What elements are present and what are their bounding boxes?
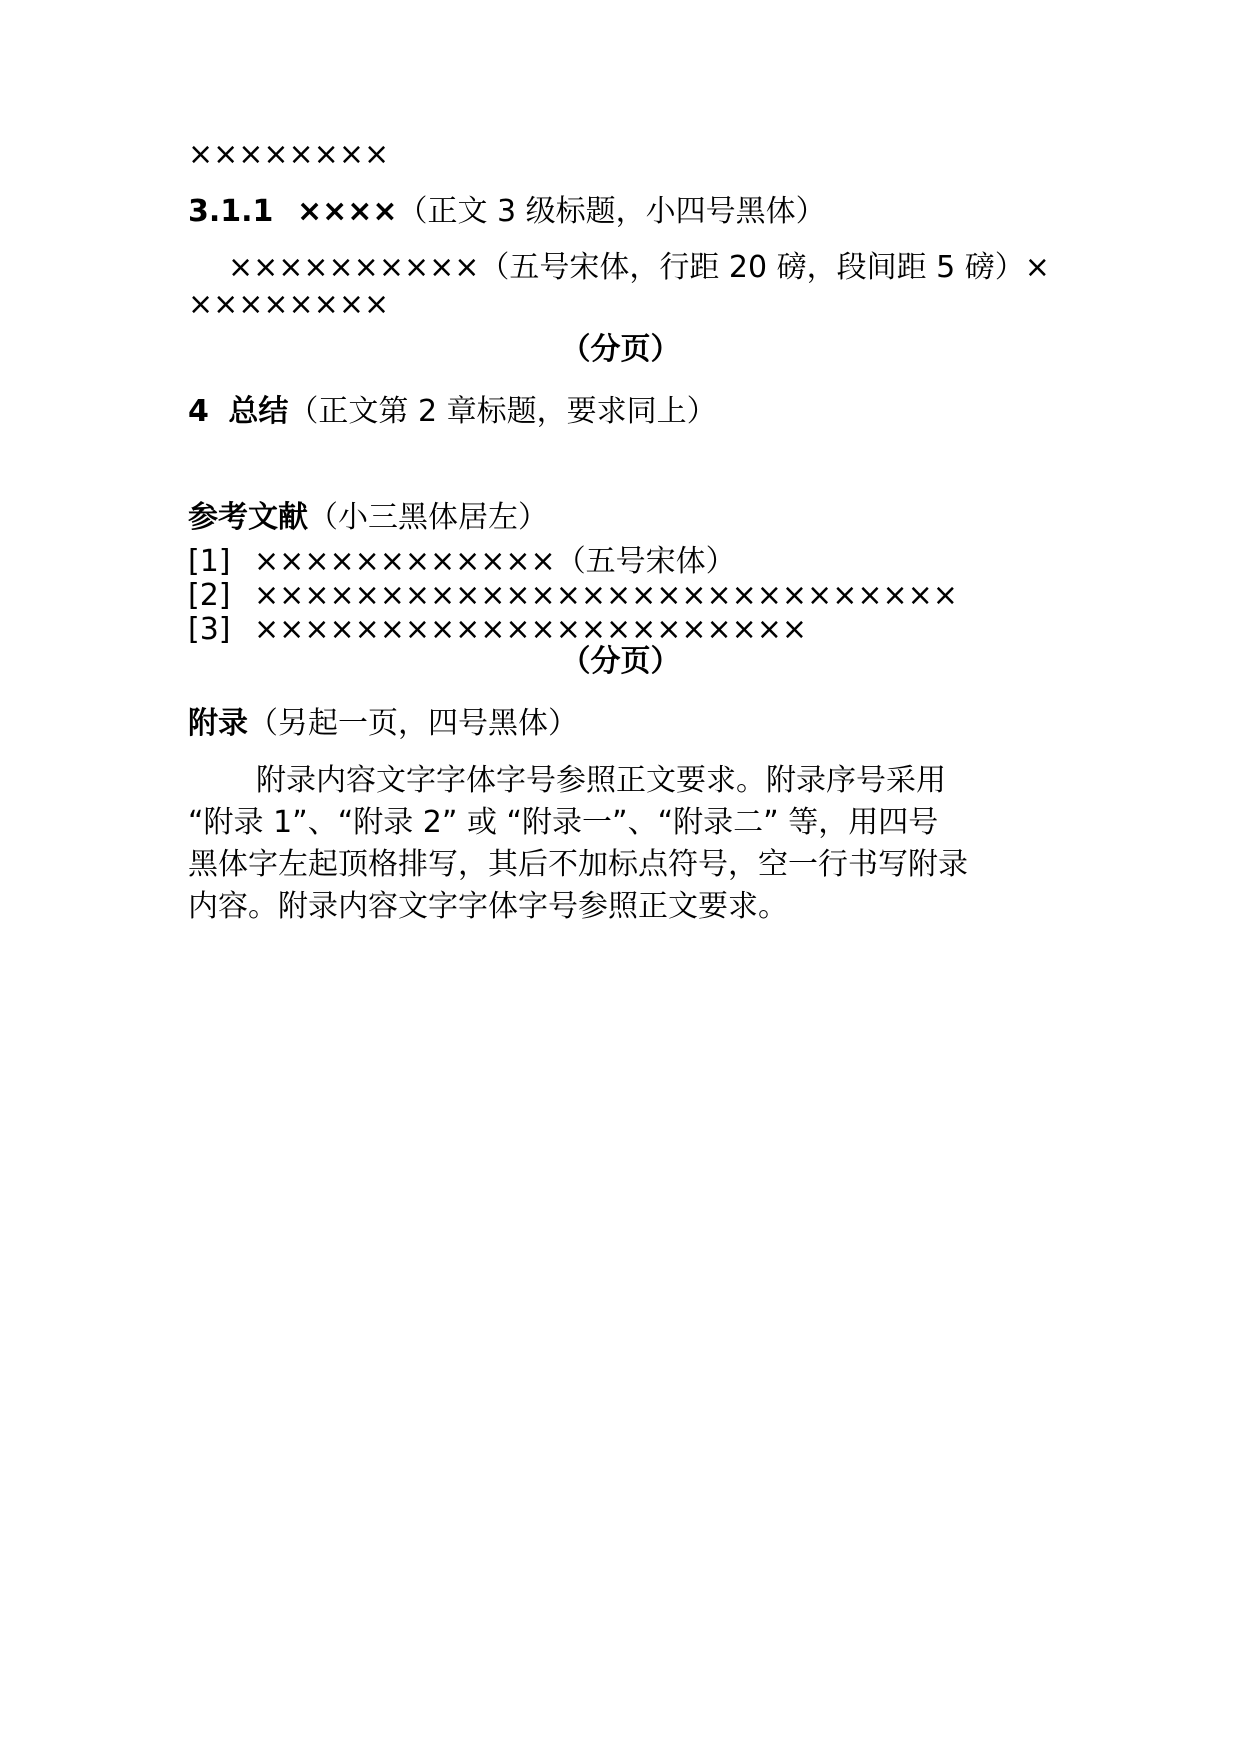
chapter-title: 总结 bbox=[228, 394, 289, 429]
heading-number: 3.1.1 bbox=[188, 194, 274, 229]
body-paragraph-line-1: ××××××××××（五号宋体，行距 20 磅，段间距 5 磅）× bbox=[228, 250, 1050, 285]
appendix-paragraph-line: 内容。附录内容文字字体字号参照正文要求。 bbox=[188, 889, 788, 924]
chapter-4-heading bbox=[188, 392, 717, 432]
page-break-marker: （分页） bbox=[560, 644, 681, 679]
appendix-note: （另起一页，四号黑体） bbox=[248, 706, 578, 741]
appendix-paragraph bbox=[188, 760, 1058, 928]
reference-index: [1] bbox=[188, 544, 231, 579]
references-heading bbox=[188, 498, 548, 538]
body-paragraph-line-2: ×××××××× bbox=[188, 287, 390, 322]
placeholder-line: ×××××××× bbox=[188, 137, 390, 172]
chapter-note: （正文第 2 章标题，要求同上） bbox=[288, 394, 717, 429]
heading-3-1-1 bbox=[188, 192, 826, 232]
appendix-heading bbox=[188, 704, 578, 744]
appendix-paragraph-line: 黑体字左起顶格排写，其后不加标点符号，空一行书写附录 bbox=[188, 847, 968, 882]
appendix-paragraph-line: “附录 1”、“附录 2” 或 “附录一”、“附录二” 等，用四号 bbox=[188, 805, 939, 840]
page-break-marker: （分页） bbox=[560, 332, 681, 367]
references-title: 参考文献 bbox=[188, 500, 308, 535]
reference-text: ×××××××××××××××××××××× bbox=[254, 612, 808, 647]
references-note: （小三黑体居左） bbox=[308, 500, 548, 535]
chapter-number: 4 bbox=[188, 394, 209, 429]
reference-text: ×××××××××××××××××××××××××××× bbox=[254, 578, 958, 613]
appendix-paragraph-line: 附录内容文字字体字号参照正文要求。附录序号采用 bbox=[256, 763, 946, 798]
heading-title: ×××× bbox=[296, 194, 398, 229]
appendix-title: 附录 bbox=[188, 706, 248, 741]
reference-text: ××××××××××××（五号宋体） bbox=[254, 544, 736, 579]
reference-index: [3] bbox=[188, 612, 231, 647]
heading-note: （正文 3 级标题，小四号黑体） bbox=[397, 194, 826, 229]
reference-index: [2] bbox=[188, 578, 231, 613]
